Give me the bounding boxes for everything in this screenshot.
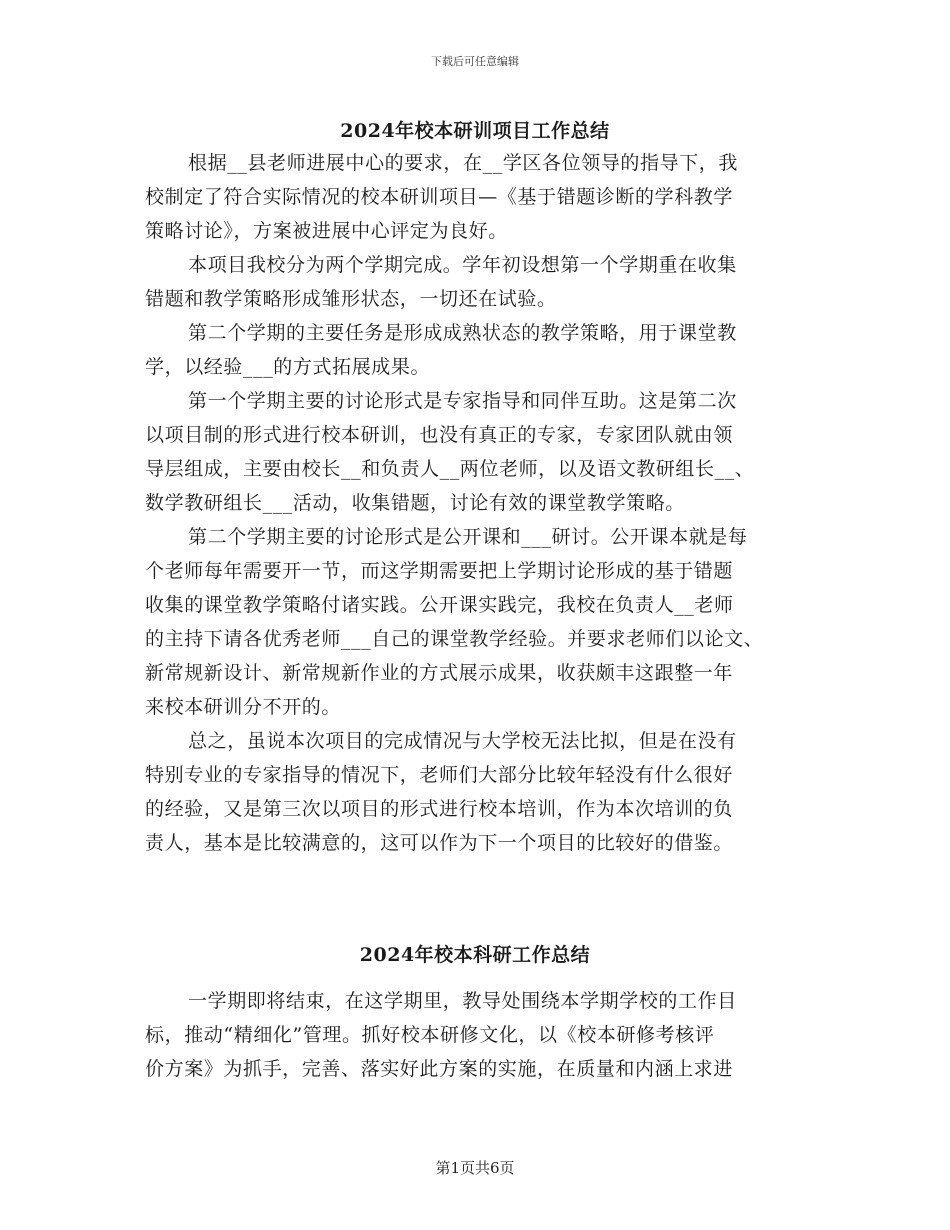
text-line: 价方案》为抓手，完善、落实好此方案的实施，在质量和内涵上求进 — [145, 1058, 734, 1080]
text-line: 以项目制的形式进行校本研训，也没有真正的专家，专家团队就由领 — [145, 424, 734, 446]
text-line: 第二个学期主要的讨论形式是公开课和___研讨。公开课本就是每 — [188, 526, 748, 548]
text-line: 策略讨论》，方案被进展中心评定为良好。 — [145, 220, 508, 242]
section-1-title: 2024年校本研训项目工作总结 — [340, 120, 610, 142]
text-line: 标，推动“精细化”管理。抓好校本研修文化，以《校本研修考核评 — [145, 1024, 715, 1046]
page-number: 第1页共6页 — [435, 1159, 515, 1177]
section-2-body — [145, 984, 805, 1086]
text-line: 数学教研组长___活动，收集错题，讨论有效的课堂教学策略。 — [145, 492, 685, 514]
page-header-note: 下载后可任意编辑 — [431, 55, 519, 68]
text-line: 学，以经验___的方式拓展成果。 — [145, 356, 431, 378]
text-line: 总之，虽说本次项目的完成情况与大学校无法比拟，但是在没有 — [188, 730, 737, 752]
text-line: 第二个学期的主要任务是形成成熟状态的教学策略，用于课堂教 — [188, 322, 737, 344]
text-line: 的经验，又是第三次以项目的形式进行校本培训，作为本次培训的负 — [145, 798, 734, 820]
text-line: 来校本研训分不开的。 — [145, 696, 342, 718]
text-line: 校制定了符合实际情况的校本研训项目—《基于错题诊断的学科教学 — [145, 186, 734, 208]
text-line: 错题和教学策略形成雏形状态，一切还在试验。 — [145, 288, 557, 310]
text-line: 收集的课堂教学策略付诸实践。公开课实践完，我校在负责人__老师 — [145, 594, 734, 616]
text-line: 个老师每年需要开一节，而这学期需要把上学期讨论形成的基于错题 — [145, 560, 734, 582]
text-line: 的主持下请各优秀老师___自己的课堂教学经验。并要求老师们以论文、 — [145, 628, 764, 650]
text-line: 责人，基本是比较满意的，这可以作为下一个项目的比较好的借鉴。 — [145, 832, 734, 854]
text-line: 本项目我校分为两个学期完成。学年初设想第一个学期重在收集 — [188, 254, 737, 276]
text-line: 一学期即将结束，在这学期里，教导处围绕本学期学校的工作目 — [188, 990, 737, 1012]
text-line: 第一个学期主要的讨论形式是专家指导和同伴互助。这是第二次 — [188, 390, 737, 412]
text-line: 新常规新设计、新常规新作业的方式展示成果，收获颇丰这跟整一年 — [145, 662, 734, 684]
text-line: 导层组成，主要由校长__和负责人__两位老师，以及语文教研组长__、 — [145, 458, 755, 480]
text-line: 根据__县老师进展中心的要求，在__学区各位领导的指导下，我 — [188, 152, 739, 174]
section-1-body — [145, 146, 805, 860]
section-2-title: 2024年校本科研工作总结 — [359, 944, 591, 966]
text-line: 特别专业的专家指导的情况下，老师们大部分比较年轻没有什么很好 — [145, 764, 734, 786]
